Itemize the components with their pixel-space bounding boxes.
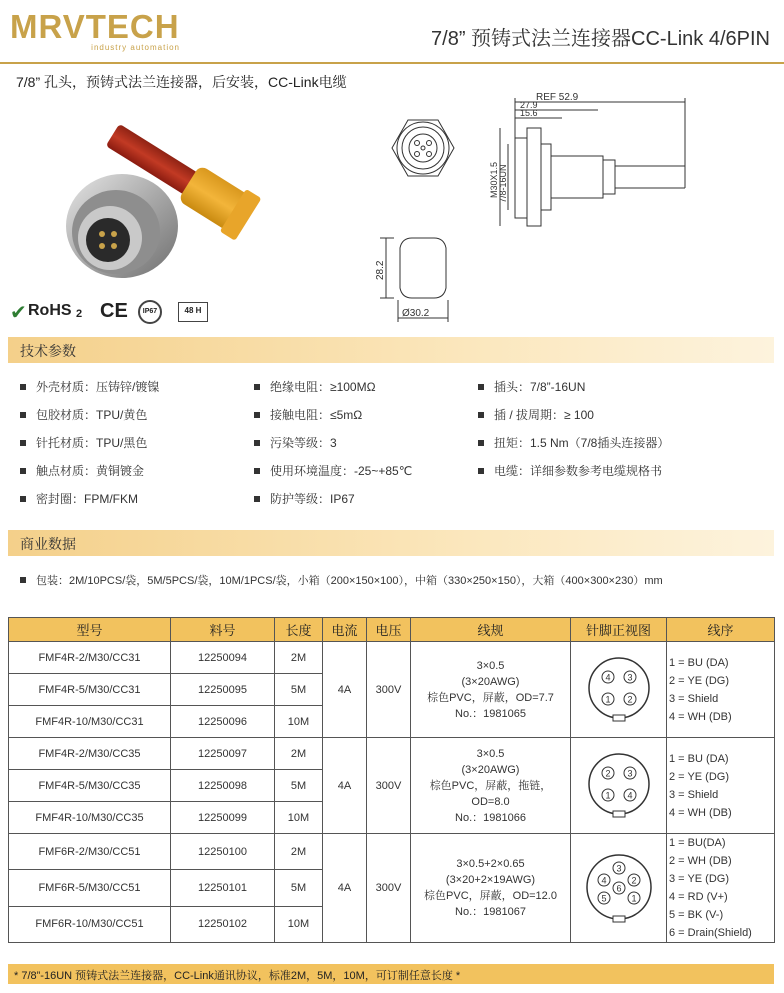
spec-item: 触点材质：黄铜镀金 — [20, 462, 144, 479]
table-row — [9, 642, 775, 674]
dim-diameter: Ø30.2 — [402, 308, 430, 319]
spec-item: 扭矩：1.5 Nm（7/8插头连接器） — [478, 434, 669, 451]
cell-pinout — [571, 642, 667, 738]
cell-part: 12250100 — [171, 834, 275, 870]
cable-line: No.：1981066 — [455, 811, 526, 824]
cell-model: FMF4R-2/M30/CC35 — [9, 738, 171, 770]
cell-cable — [411, 834, 571, 943]
cell-part: 12250097 — [171, 738, 275, 770]
cable-line: (3×20+2×19AWG) — [445, 874, 536, 886]
cable-line: OD=8.0 — [471, 795, 510, 808]
wire-line: 3 = YE (DG) — [669, 873, 730, 885]
col-header-length: 长度 — [275, 618, 323, 642]
dim-thread-m30: M30X1.5 — [489, 161, 499, 198]
wire-line: 2 = YE (DG) — [669, 770, 730, 783]
product-subtitle: 7/8” 孔头，预铸式法兰连接器，后安装，CC-Link电缆 — [16, 74, 347, 90]
wire-line: 3 = Shield — [669, 788, 719, 801]
cell-voltage: 300V — [367, 834, 411, 943]
wire-line: 3 = Shield — [669, 692, 719, 705]
cell-length: 5M — [275, 770, 323, 802]
packaging-info: 包装：2M/10PCS/袋，5M/5PCS/袋，10M/1PCS/袋，小箱（200×150×100），中箱（330×250×150），大箱（400×300×230）mm — [20, 572, 663, 588]
cell-length: 10M — [275, 706, 323, 738]
cell-cable — [411, 642, 571, 738]
cell-cable — [411, 738, 571, 834]
rohs-check-icon: ✔ — [10, 302, 27, 324]
pinout-4pin-icon — [584, 653, 654, 723]
rohs-version: 2 — [76, 308, 83, 320]
svg-text:1: 1 — [605, 694, 611, 705]
cable-line: 棕色PVC，屏蔽，拖链， — [429, 779, 552, 792]
svg-text:2: 2 — [627, 694, 633, 705]
spec-item: 包胶材质：TPU/黄色 — [20, 406, 147, 423]
wire-line: 1 = BU (DA) — [669, 752, 729, 765]
cell-model: FMF4R-10/M30/CC35 — [9, 802, 171, 834]
cell-part: 12250101 — [171, 870, 275, 906]
table-header-row — [9, 618, 775, 642]
cable-line: 棕色PVC，屏蔽，OD=7.7 — [427, 691, 554, 704]
dim-15-6: 15.6 — [520, 108, 538, 118]
cell-length: 2M — [275, 642, 323, 674]
logo-text: MRVTECH — [10, 8, 180, 45]
spec-item: 插 / 拔周期：≥ 100 — [478, 406, 594, 423]
table-row — [9, 738, 775, 770]
wire-line: 2 = YE (DG) — [669, 674, 730, 687]
svg-text:1: 1 — [605, 790, 611, 801]
cable-line: No.：1981067 — [455, 906, 526, 918]
col-header-current: 电流 — [323, 618, 367, 642]
svg-text:4: 4 — [605, 672, 611, 683]
ip67-badge: IP67 — [138, 300, 162, 324]
brand-logo — [10, 10, 190, 52]
document-title: 7/8” 预铸式法兰连接器CC-Link 4/6PIN — [431, 28, 770, 50]
wire-line: 1 = BU (DA) — [669, 656, 729, 669]
cell-part: 12250098 — [171, 770, 275, 802]
cell-wiring — [667, 642, 775, 738]
section-tech-params — [8, 337, 774, 363]
table-row — [9, 834, 775, 870]
col-header-wiring: 线序 — [667, 618, 775, 642]
wire-line: 4 = RD (V+) — [669, 891, 728, 903]
col-header-cable: 线规 — [411, 618, 571, 642]
svg-text:4: 4 — [601, 875, 607, 885]
spec-item: 污染等级：3 — [254, 434, 337, 451]
spec-item: 防护等级：IP67 — [254, 490, 355, 507]
svg-text:2: 2 — [631, 875, 637, 885]
spec-item: 插头：7/8”-16UN — [478, 378, 585, 395]
cell-wiring — [667, 738, 775, 834]
dim-ref: REF 52.9 — [536, 92, 579, 103]
wire-line: 1 = BU(DA) — [669, 837, 726, 849]
cable-line: 3×0.5 — [476, 747, 505, 760]
salt-spray-badge: 48 H — [178, 302, 208, 322]
technical-drawing — [350, 88, 710, 328]
svg-text:3: 3 — [627, 672, 633, 683]
footnote: * 7/8”-16UN 预铸式法兰连接器，CC-Link通讯协议，标准2M，5M，10M，可订制任意长度 * — [8, 964, 774, 984]
section-tech-title: 技术参数 — [20, 343, 76, 359]
cell-current: 4A — [323, 642, 367, 738]
cell-voltage: 300V — [367, 738, 411, 834]
rohs-logo: RoHS — [28, 302, 72, 319]
wire-line: 2 = WH (DB) — [669, 855, 732, 867]
spec-item: 针托材质：TPU/黑色 — [20, 434, 147, 451]
svg-text:2: 2 — [605, 768, 611, 779]
cell-pinout — [571, 834, 667, 943]
spec-item: 绝缘电阻：≥100MΩ — [254, 378, 376, 395]
col-header-model: 型号 — [9, 618, 171, 642]
cell-length: 5M — [275, 674, 323, 706]
wire-line: 4 = WH (DB) — [669, 710, 732, 723]
cell-pinout — [571, 738, 667, 834]
cable-line: (3×20AWG) — [461, 763, 520, 776]
logo-subtext: industry automation — [91, 43, 180, 52]
cell-model: FMF4R-5/M30/CC35 — [9, 770, 171, 802]
svg-text:1: 1 — [631, 893, 637, 903]
cell-model: FMF6R-2/M30/CC51 — [9, 834, 171, 870]
col-header-pinout: 针脚正视图 — [571, 618, 667, 642]
cell-length: 2M — [275, 834, 323, 870]
cell-length: 2M — [275, 738, 323, 770]
wire-line: 4 = WH (DB) — [669, 806, 732, 819]
section-business-data — [8, 530, 774, 556]
cell-model: FMF4R-10/M30/CC31 — [9, 706, 171, 738]
cell-part: 12250096 — [171, 706, 275, 738]
cell-wiring — [667, 834, 775, 943]
ce-logo: CE — [100, 300, 128, 322]
header-divider — [0, 62, 784, 64]
dim-27-9: 27.9 — [520, 100, 538, 110]
cell-model: FMF6R-5/M30/CC51 — [9, 870, 171, 906]
cable-line: No.：1981065 — [455, 707, 526, 720]
cell-current: 4A — [323, 834, 367, 943]
product-table — [8, 617, 775, 943]
svg-text:6: 6 — [616, 883, 622, 893]
cable-line: 3×0.5+2×0.65 — [456, 858, 525, 870]
wire-line: 6 = Drain(Shield) — [669, 927, 752, 939]
product-photo — [50, 98, 300, 288]
cell-length: 5M — [275, 870, 323, 906]
cell-voltage: 300V — [367, 642, 411, 738]
spec-item: 电缆：详细参数参考电缆规格书 — [478, 462, 662, 479]
spec-item: 密封圈：FPM/FKM — [20, 490, 138, 507]
cable-line: 棕色PVC，屏蔽，OD=12.0 — [424, 890, 557, 902]
spec-item: 接触电阻：≤5mΩ — [254, 406, 362, 423]
cell-model: FMF4R-2/M30/CC31 — [9, 642, 171, 674]
cell-model: FMF6R-10/M30/CC51 — [9, 906, 171, 942]
svg-text:5: 5 — [601, 893, 607, 903]
spec-item: 外壳材质：压铸锌/镀镍 — [20, 378, 159, 395]
section-business-title: 商业数据 — [20, 536, 76, 552]
dim-height: 28.2 — [375, 260, 386, 280]
pinout-6pin-icon — [582, 850, 656, 924]
cell-length: 10M — [275, 802, 323, 834]
cable-line: 3×0.5 — [476, 659, 505, 672]
svg-text:3: 3 — [616, 863, 622, 873]
dim-thread-unc: 7/8-16UN — [498, 164, 508, 203]
wire-line: 5 = BK (V-) — [669, 909, 724, 921]
pinout-4pin-icon — [584, 749, 654, 819]
spec-item: 使用环境温度：-25~+85℃ — [254, 462, 412, 479]
cell-part: 12250095 — [171, 674, 275, 706]
col-header-voltage: 电压 — [367, 618, 411, 642]
cell-part: 12250102 — [171, 906, 275, 942]
cell-current: 4A — [323, 738, 367, 834]
cell-model: FMF4R-5/M30/CC31 — [9, 674, 171, 706]
cell-length: 10M — [275, 906, 323, 942]
cell-part: 12250099 — [171, 802, 275, 834]
svg-text:4: 4 — [627, 790, 633, 801]
col-header-part: 料号 — [171, 618, 275, 642]
cable-line: (3×20AWG) — [461, 675, 520, 688]
certification-logos — [10, 298, 220, 328]
cell-part: 12250094 — [171, 642, 275, 674]
svg-text:3: 3 — [627, 768, 633, 779]
page-header — [0, 0, 784, 62]
